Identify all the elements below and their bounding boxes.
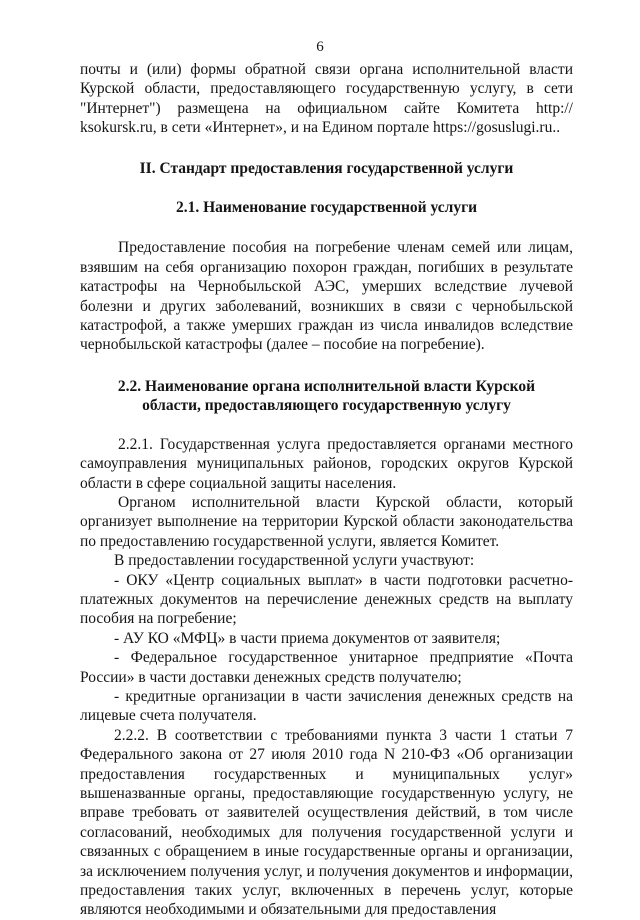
participant-mfc: - АУ КО «МФЦ» в части приема документов от заявителя; — [114, 629, 501, 647]
intro-paragraph: почты и (или) формы обратной связи органа исполнительной власти Курской области, предоставляющего государственную услугу, в сети "Интернет") размещена на официальном сайте Комитета http:// ksokursk.ru, в сети «Интернет», и на Едином портале https://gosuslugi.ru.. — [80, 61, 573, 137]
paragraph-executive-body: Органом исполнительной власти Курской области, который организует выполнение на территории Курской области законодательства по предоставлению государственной услуги, является Комитет. — [80, 493, 573, 550]
participant-banks: - кредитные организации в части зачисления денежных средств на лицевые счета получателя. — [80, 687, 573, 725]
page-content — [80, 60, 573, 920]
page-number: 6 — [316, 39, 324, 55]
paragraph-participants-intro: В предоставлении государственной услуги участвуют: — [114, 552, 475, 570]
section-2-2-title-line2: области, предоставляющего государственную услугу — [142, 397, 511, 415]
chapter-title: II. Стандарт предоставления государственной услуги — [139, 159, 514, 177]
participant-oku: - ОКУ «Центр социальных выплат» в части подготовки расчетно-платежных документов на перечисление денежных средств на выплату пособия на погребение; — [80, 571, 573, 628]
section-2-2-title-line1: 2.2. Наименование органа исполнительной власти Курской — [117, 377, 536, 395]
section-2-1-text: Предоставление пособия на погребение членам семей или лицам, взявшим на себя организацию похорон граждан, погибших в результате катастрофы на Чернобыльской АЭС, умерших вследствие лучевой болезни и других заболеваний, возникших в связи с чернобыльской катастрофой, а также умерших граждан из числа инвалидов вследствие чернобыльской катастрофы (далее – пособие на погребение). — [80, 239, 573, 354]
paragraph-2-2-2: 2.2.2. В соответствии с требованиями пункта 3 части 1 статьи 7 Федерального закона от 27 июля 2010 года N 210-ФЗ «Об организации предоставления государственных и муниципальных услуг» вышеназванные органы, предоставляющие государственную услугу, не вправе требовать от заявителей осуществления действий, в том числе согласований, необходимых для получения государственной услуги и связанных с обращением в иные государственные органы и организации, за исключением получения услуг, и получения документов и информации, предоставления таких услуг, включенных в перечень услуг, которые являются необходимыми и обязательными для предоставления — [80, 726, 573, 919]
section-2-2-title — [80, 377, 573, 416]
paragraph-2-2-1: 2.2.1. Государственная услуга предоставляется органами местного самоуправления муниципальных районов, городских округов Курской области в сфере социальной защиты населения. — [80, 435, 573, 492]
participant-post: - Федеральное государственное унитарное предприятие «Почта России» в части доставки денежных средств получателю; — [80, 649, 573, 686]
section-2-1-title: 2.1. Наименование государственной услуги — [175, 199, 478, 217]
